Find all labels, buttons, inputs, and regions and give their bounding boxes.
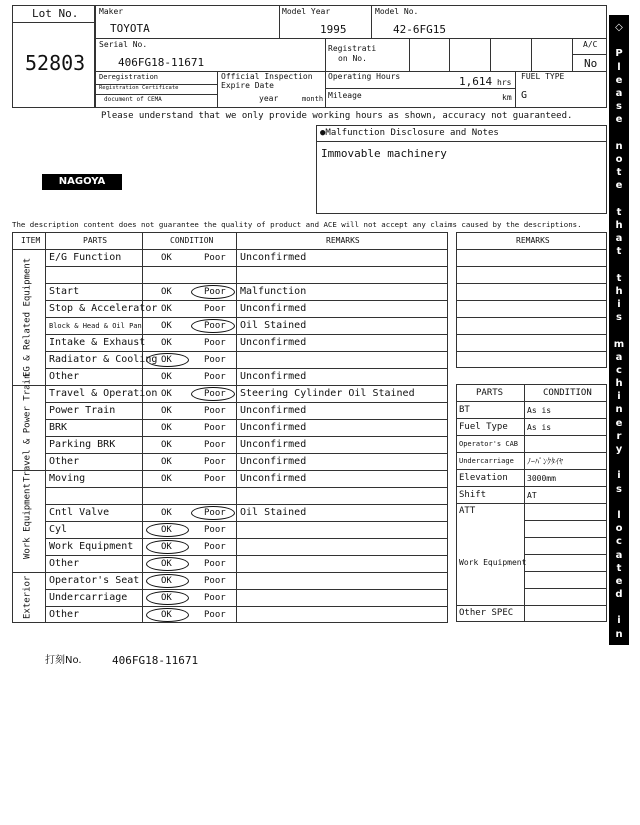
row-remark: Unconfirmed (240, 252, 307, 263)
ok-mark: OK (161, 321, 172, 331)
ok-mark: OK (161, 576, 172, 586)
poor-mark: Poor (204, 321, 226, 331)
row-remark: Unconfirmed (240, 456, 307, 467)
row-part: Stop & Accelerator (49, 303, 158, 314)
ok-circle (146, 523, 189, 537)
poor-mark: Poor (204, 457, 226, 467)
lot-label: Lot No. (32, 7, 79, 20)
poor-mark: Poor (204, 406, 226, 416)
model-no-label: Model No. (375, 7, 419, 16)
ok-mark: OK (161, 304, 172, 314)
model-year-label: Model Year (282, 7, 331, 16)
poor-mark: Poor (204, 372, 226, 382)
group-label: Travel & Power Train (22, 373, 33, 482)
model-year-value: 1995 (320, 23, 347, 36)
maker-value: TOYOTA (110, 22, 150, 35)
ok-mark: OK (161, 338, 172, 348)
header-condition: CONDITION (170, 236, 214, 245)
operating-hours-label: Operating Hours (328, 72, 401, 81)
spec-part: Shift (459, 490, 487, 500)
work-equipment-label: Work Equipment (459, 558, 527, 567)
stamp-value: 406FG18-11671 (112, 654, 199, 667)
ok-mark: OK (161, 559, 172, 569)
ok-mark: OK (161, 508, 172, 518)
row-remark: Oil Stained (240, 507, 307, 518)
poor-mark: Poor (204, 542, 226, 552)
spec-parts-header: PARTS (476, 388, 504, 398)
hours-unit: hrs (497, 78, 512, 87)
hours-notice: Please understand that we only provide working hours as shown, accuracy not guaranteed. (101, 111, 573, 121)
poor-mark: Poor (204, 423, 226, 433)
row-part: Other (49, 371, 80, 382)
ok-mark: OK (161, 474, 172, 484)
ok-circle (146, 557, 189, 571)
cema-label: document of CEMA (104, 96, 162, 103)
ok-mark: OK (161, 389, 172, 399)
poor-mark: Poor (204, 287, 226, 297)
row-remark: Unconfirmed (240, 371, 307, 382)
location-sidebar: ◇ P l e a s e n o t e t h a t t h i s m a c h i n e r y i s l o c a t e d i n N a g o y a Y a r d ◇ (609, 15, 629, 645)
row-remark: Steering Cylinder Oil Stained (240, 388, 415, 399)
ok-circle (146, 353, 189, 367)
ok-mark: OK (161, 440, 172, 450)
row-part: E/G Function (49, 252, 122, 263)
spec-part: Fuel Type (459, 422, 508, 432)
poor-mark: Poor (204, 525, 226, 535)
att-label: ATT (459, 506, 476, 516)
registration-certificate-label: Registration Certificate (99, 85, 179, 91)
spec-value: AT (527, 491, 537, 500)
poor-mark: Poor (204, 508, 226, 518)
ok-mark: OK (161, 406, 172, 416)
row-part: Operator's Seat (49, 575, 140, 586)
registration-label-2: on No. (338, 54, 367, 63)
row-remark: Unconfirmed (240, 405, 307, 416)
ac-label: A/C (583, 40, 598, 49)
row-remark: Unconfirmed (240, 303, 307, 314)
row-part: Cntl Valve (49, 507, 110, 518)
row-remark: Oil Stained (240, 320, 307, 331)
row-part: Work Equipment (49, 541, 134, 552)
row-part: Undercarriage (49, 592, 128, 603)
serial-value: 406FG18-11671 (118, 56, 205, 69)
spec-condition-header: CONDITION (543, 388, 592, 398)
row-part: Intake & Exhaust (49, 337, 146, 348)
ok-mark: OK (161, 457, 172, 467)
inspection-label-2: Expire Date (221, 81, 274, 90)
model-no-value: 42-6FG15 (393, 23, 446, 36)
ok-mark: OK (161, 423, 172, 433)
operating-hours-value: 1,614 (459, 75, 493, 88)
ok-mark: OK (161, 542, 172, 552)
row-remark: Unconfirmed (240, 439, 307, 450)
row-part: Other (49, 609, 80, 620)
right-remarks-header: REMARKS (516, 236, 550, 245)
registration-label-1: Registrati (328, 44, 377, 53)
poor-mark: Poor (204, 474, 226, 484)
row-part: Radiator & Cooling (49, 354, 158, 365)
spec-part: Elevation (459, 473, 508, 483)
spec-value: As is (527, 423, 552, 432)
header-item: ITEM (21, 236, 41, 245)
poor-mark: Poor (204, 389, 226, 399)
poor-mark: Poor (204, 593, 226, 603)
row-part: Start (49, 286, 80, 297)
poor-circle (191, 506, 235, 520)
ok-circle (146, 608, 189, 622)
group-label: Exterior (22, 575, 33, 620)
poor-circle (191, 387, 235, 401)
row-remark: Unconfirmed (240, 337, 307, 348)
malfunction-box (316, 125, 607, 214)
row-part: Cyl (49, 524, 68, 535)
row-part: Block & Head & Oil Pan (49, 322, 142, 330)
spec-value: As is (527, 406, 552, 415)
row-remark: Unconfirmed (240, 422, 307, 433)
group-label: EG & Related Equipment (22, 257, 33, 377)
fuel-type-label: FUEL TYPE (521, 72, 565, 81)
ok-mark: OK (161, 355, 172, 365)
ok-circle (146, 574, 189, 588)
mileage-unit: km (502, 93, 512, 102)
ok-mark: OK (161, 610, 172, 620)
maker-label: Maker (99, 7, 124, 16)
spec-part: Undercarriage (459, 457, 514, 465)
row-part: Power Train (49, 405, 116, 416)
poor-mark: Poor (204, 559, 226, 569)
header-remarks: REMARKS (326, 236, 360, 245)
mileage-label: Mileage (328, 91, 362, 100)
poor-circle (191, 285, 235, 299)
poor-mark: Poor (204, 440, 226, 450)
year-label: year (259, 94, 279, 103)
ac-value: No (584, 57, 598, 70)
ok-mark: OK (161, 287, 172, 297)
lot-number: 52803 (25, 51, 86, 75)
month-label: month (302, 95, 324, 103)
poor-circle (191, 319, 235, 333)
spec-value: 3000mm (527, 474, 556, 483)
spec-value: ﾉｰﾊﾟﾝｸﾀｲﾔ (527, 457, 563, 466)
ok-mark: OK (161, 593, 172, 603)
ok-circle (146, 540, 189, 554)
row-remark: Unconfirmed (240, 473, 307, 484)
row-part: Moving (49, 473, 86, 484)
poor-mark: Poor (204, 355, 226, 365)
malfunction-text: Immovable machinery (321, 147, 447, 160)
disclaimer: The description content does not guarantee the quality of product and ACE will not accept any claims caused by the descriptions. (12, 220, 582, 229)
row-part: Other (49, 558, 80, 569)
ok-mark: OK (161, 253, 172, 263)
stamp-label: 打刻No. (45, 655, 82, 666)
inspection-label-1: Official Inspection (221, 72, 313, 81)
spec-part: BT (459, 405, 470, 415)
ok-mark: OK (161, 525, 172, 535)
serial-label: Serial No. (99, 40, 148, 49)
poor-mark: Poor (204, 338, 226, 348)
poor-mark: Poor (204, 253, 226, 263)
poor-mark: Poor (204, 610, 226, 620)
spec-part: Operator's CAB (459, 440, 519, 448)
row-part: Travel & Operation (49, 388, 158, 399)
row-remark: Malfunction (240, 286, 307, 297)
ok-circle (146, 591, 189, 605)
poor-mark: Poor (204, 576, 226, 586)
malfunction-title: ●Malfunction Disclosure and Notes (320, 128, 499, 138)
location-badge: NAGOYA (42, 174, 122, 190)
fuel-type-value: G (521, 90, 528, 101)
group-label: Work Equipment (22, 483, 33, 559)
row-part: BRK (49, 422, 68, 433)
poor-mark: Poor (204, 304, 226, 314)
deregistration-label: Deregistration (99, 73, 159, 81)
ok-mark: OK (161, 372, 172, 382)
header-parts: PARTS (83, 236, 108, 245)
other-spec-label: Other SPEC (459, 608, 514, 618)
row-part: Other (49, 456, 80, 467)
row-part: Parking BRK (49, 439, 116, 450)
